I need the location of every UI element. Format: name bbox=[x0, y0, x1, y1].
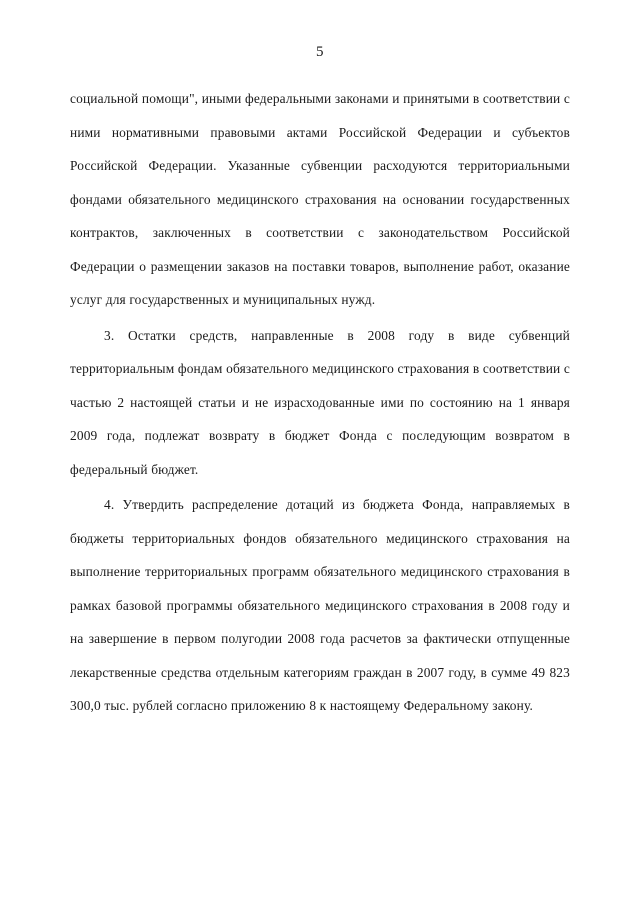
page-number: 5 bbox=[316, 44, 324, 60]
document-body bbox=[70, 82, 570, 723]
paragraph-item-4: 4. Утвердить распределение дотаций из бюджета Фонда, направляемых в бюджеты территориальных фондов обязательного медицинского страхования на выполнение территориальных программ обязательного медицинского страхования в рамках базовой программы обязательного медицинского страхования в 2008 году и на завершение в первом полугодии 2008 года расчетов за фактически отпущенные лекарственные средства отдельным категориям граждан в 2007 году, в сумме 49 823 300,0 тыс. рублей согласно приложению 8 к настоящему Федеральному закону. bbox=[70, 497, 570, 713]
paragraph-continuation: социальной помощи", иными федеральными законами и принятыми в соответствии с ними нормативными правовыми актами Российской Федерации и субъектов Российской Федерации. Указанные субвенции расходуются территориальными фондами обязательного медицинского страхования на основании государственных контрактов, заключенных в соответствии с законодательством Российской Федерации о размещении заказов на поставки товаров, выполнение работ, оказание услуг для государственных и муниципальных нужд. bbox=[70, 91, 570, 307]
paragraph-item-3: 3. Остатки средств, направленные в 2008 году в виде субвенций территориальным фондам обязательного медицинского страхования в соответствии с частью 2 настоящей статьи и не израсходованные ими по состоянию на 1 января 2009 года, подлежат возврату в бюджет Фонда с последующим возвратом в федеральный бюджет. bbox=[70, 327, 570, 477]
